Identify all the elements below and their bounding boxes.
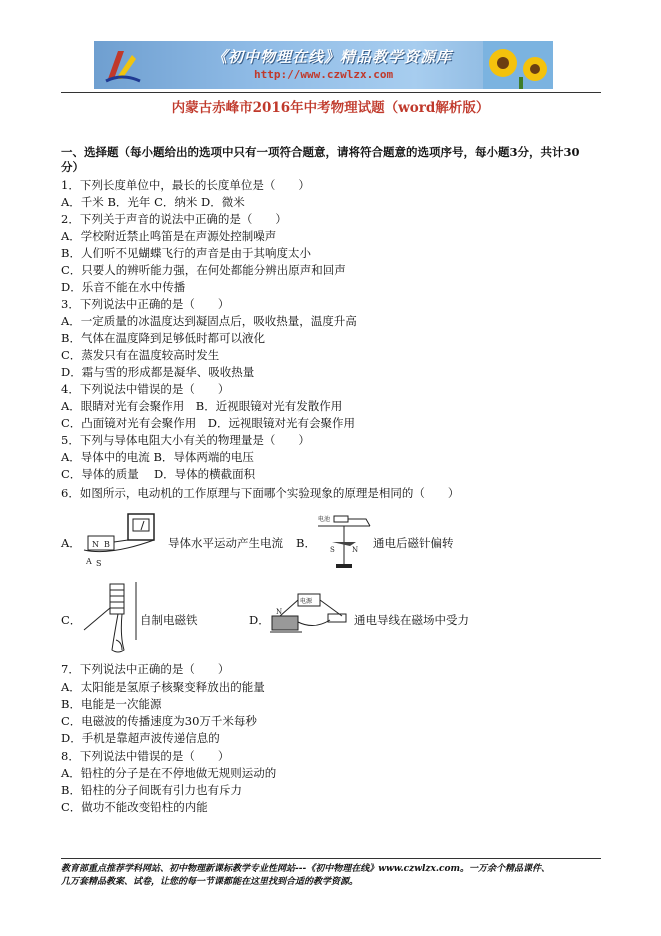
option-d-text: 通电导线在磁场中受力	[354, 613, 469, 627]
question-line: A．导体中的电流 B．导体两端的电压	[61, 450, 254, 464]
question-line: B．气体在温度降到足够低时都可以液化	[61, 331, 265, 345]
oersted-experiment-figure	[316, 512, 372, 570]
question-line: D．手机是靠超声波传递信息的	[61, 731, 220, 745]
option-d-label: D．	[249, 613, 270, 627]
option-b-label: B．	[296, 536, 316, 550]
option-a-text: 导体水平运动产生电流	[168, 536, 283, 550]
footer-line-2: 几万套精品教案、试卷，让您的每一节课都能在这里找到合适的教学资源。	[61, 877, 359, 887]
footer-line-1: 教育部重点推荐学科网站、初中物理新课标教学专业性网站---《初中物理在线》www.czwlzx.com。一万余个精品课件、	[61, 864, 551, 874]
site-logo-icon	[102, 45, 142, 85]
question-line: A．学校附近禁止鸣笛是在声源处控制噪声	[61, 229, 277, 243]
svg-text:A: A	[86, 557, 92, 566]
section-heading-line-2: 分）	[61, 160, 84, 174]
svg-text:B: B	[104, 540, 110, 549]
svg-text:S: S	[330, 546, 335, 554]
option-b-text: 通电后磁针偏转	[373, 536, 454, 550]
question-line: 3．下列说法中正确的是（ ）	[61, 297, 230, 311]
question-line: C．做功不能改变铅柱的内能	[61, 800, 208, 814]
question-line: D．霜与雪的形成都是凝华、吸收热量	[61, 365, 255, 379]
question-line: A．眼睛对光有会聚作用 B．近视眼镜对光有发散作用	[61, 399, 343, 413]
header-rule	[61, 92, 601, 93]
sunflower-icon	[483, 41, 553, 89]
question-line: A．千米 B．光年 C．纳米 D．微米	[61, 195, 245, 209]
question-line: A．太阳能是氢原子核聚变释放出的能量	[61, 680, 265, 694]
question-line: B．电能是一次能源	[61, 697, 162, 711]
option-a-label: A．	[61, 536, 81, 550]
question-line: 7．下列说法中正确的是（ ）	[61, 662, 230, 676]
svg-text:电源: 电源	[300, 598, 313, 605]
question-line: 6．如图所示，电动机的工作原理与下面哪个实验现象的原理是相同的（ ）	[61, 486, 460, 500]
svg-text:S: S	[96, 559, 102, 568]
question-line: A．一定质量的冰温度达到凝固点后，吸收热量，温度升高	[61, 314, 357, 328]
svg-text:N: N	[276, 608, 283, 616]
induction-experiment-figure	[80, 512, 162, 570]
question-line: 1．下列长度单位中，最长的长度单位是（ ）	[61, 178, 310, 192]
force-on-wire-figure	[268, 588, 352, 644]
electromagnet-figure	[80, 580, 138, 658]
document-title: 内蒙古赤峰市2016年中考物理试题（word解析版）	[171, 100, 490, 116]
question-line: C．蒸发只有在温度较高时发生	[61, 348, 220, 362]
option-c-text: 自制电磁铁	[140, 613, 198, 627]
question-line: 2．下列关于声音的说法中正确的是（ ）	[61, 212, 287, 226]
header-banner	[94, 41, 553, 89]
question-line: C．只要人的辨听能力强，在何处都能分辨出原声和回声	[61, 263, 346, 277]
svg-text:电池: 电池	[318, 516, 331, 523]
question-line: C．导体的质量 D．导体的横截面积	[61, 467, 256, 481]
question-line: 4．下列说法中错误的是（ ）	[61, 382, 230, 396]
question-line: B．人们听不见蝴蝶飞行的声音是由于其响度太小	[61, 246, 311, 260]
question-line: B．铅柱的分子间既有引力也有斥力	[61, 783, 242, 797]
question-line: C．电磁波的传播速度为30万千米每秒	[61, 714, 257, 728]
banner-url: http://www.czwlzx.com	[254, 68, 394, 81]
banner-title: 《初中物理在线》精品教学资源库	[212, 48, 453, 66]
question-line: D．乐音不能在水中传播	[61, 280, 186, 294]
option-c-label: C．	[61, 613, 82, 627]
question-line: C．凸面镜对光有会聚作用 D．远视眼镜对光有会聚作用	[61, 416, 356, 430]
footer-rule	[61, 858, 601, 859]
section-heading-line-1: 一、选择题（每小题给出的选项中只有一项符合题意，请将符合题意的选项序号，每小题3分，共计30	[61, 145, 580, 159]
question-line: 8．下列说法中错误的是（ ）	[61, 749, 230, 763]
question-line: A．铅柱的分子是在不停地做无规则运动的	[61, 766, 277, 780]
question-line: 5．下列与导体电阻大小有关的物理量是（ ）	[61, 433, 310, 447]
svg-text:N: N	[352, 546, 359, 554]
svg-text:N: N	[92, 540, 99, 549]
